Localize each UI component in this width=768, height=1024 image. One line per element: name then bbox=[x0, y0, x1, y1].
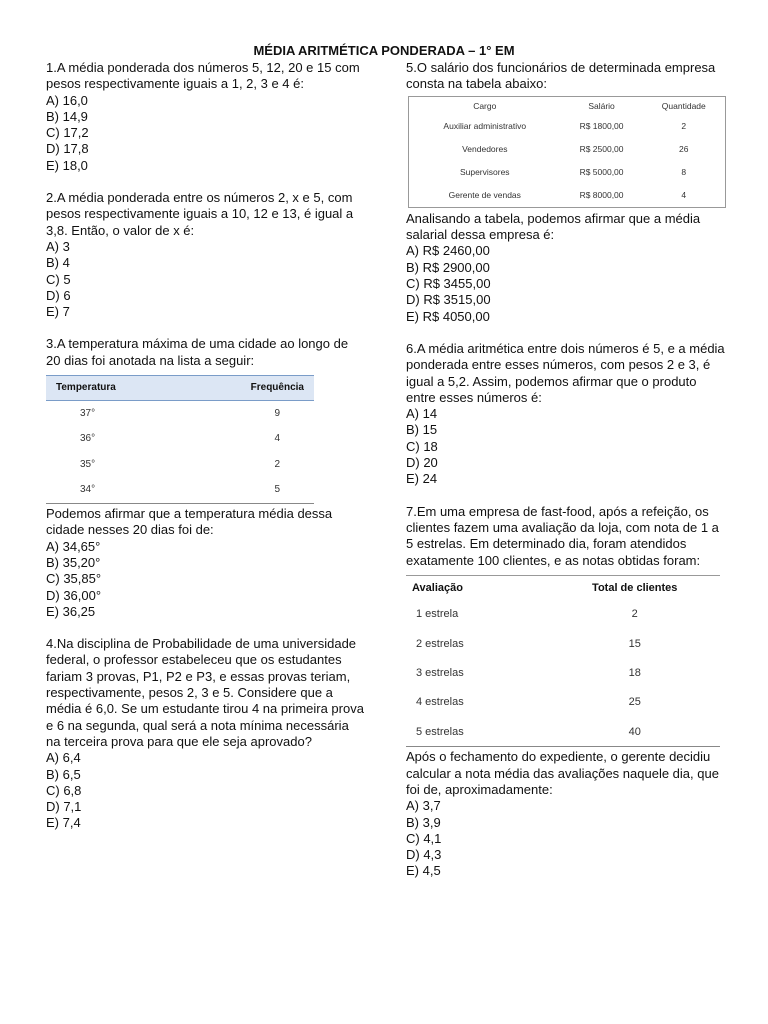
salary-table bbox=[408, 96, 726, 208]
table-cell: 2 bbox=[681, 121, 687, 132]
table-cell: R$ 5000,00 bbox=[579, 167, 624, 178]
option-e: E) 4,5 bbox=[406, 863, 441, 879]
question-followup: Após o fechamento do expediente, o gerente decidiu calcular a nota média das avaliações naquele dia, que foi de, aproximadamente: bbox=[406, 749, 719, 797]
option-e: E) R$ 4050,00 bbox=[406, 308, 490, 324]
table-row bbox=[409, 184, 726, 208]
table-row bbox=[46, 427, 314, 453]
question-2 bbox=[46, 190, 364, 320]
option-b: B) 6,5 bbox=[46, 766, 81, 782]
table-cell: R$ 8000,00 bbox=[579, 190, 624, 201]
option-a: A) R$ 2460,00 bbox=[406, 243, 490, 259]
table-cell: Supervisores bbox=[459, 167, 510, 178]
option-a: A) 16,0 bbox=[46, 92, 88, 108]
question-stem: 7.Em uma empresa de fast-food, após a refeição, os clientes fazem uma avaliação da loja, com nota de 1 a 5 estrelas. Em determinado dia, foram atendidos exatamente 100 clientes, e as notas obtidas foram: bbox=[406, 503, 719, 568]
option-b: B) 14,9 bbox=[46, 108, 88, 124]
question-6 bbox=[406, 341, 728, 488]
table-header: Temperatura bbox=[46, 376, 186, 401]
question-stem: 5.O salário dos funcionários de determinada empresa consta na tabela abaixo: bbox=[406, 60, 716, 92]
option-c: C) 17,2 bbox=[46, 125, 89, 141]
question-stem: 6.A média aritmética entre dois números é 5, e a média ponderada entre esses números, com pesos 2 e 3, é igual a 5,2. Assim, podemos afirmar que o produto entre esses números é: bbox=[406, 340, 725, 405]
option-e: E) 18,0 bbox=[46, 157, 88, 173]
table-cell: 5 estrelas bbox=[406, 717, 500, 747]
question-7 bbox=[406, 504, 728, 880]
option-c: C) 6,8 bbox=[46, 782, 82, 798]
question-1 bbox=[46, 60, 364, 174]
option-d: D) 7,1 bbox=[46, 799, 82, 815]
question-stem: 3.A temperatura máxima de uma cidade ao longo de 20 dias foi anotada na lista a seguir: bbox=[46, 336, 349, 368]
option-e: E) 7,4 bbox=[46, 815, 81, 831]
option-a: A) 3,7 bbox=[406, 798, 441, 814]
table-header: Frequência bbox=[186, 376, 314, 401]
table-cell: R$ 1800,00 bbox=[579, 121, 624, 132]
table-row bbox=[46, 401, 314, 427]
table-cell: 3 estrelas bbox=[416, 666, 464, 679]
table-row bbox=[409, 138, 726, 161]
option-c: C) R$ 3455,00 bbox=[406, 276, 491, 292]
table-cell: 2 bbox=[274, 458, 280, 470]
table-cell: 4 bbox=[274, 433, 280, 445]
option-c: C) 4,1 bbox=[406, 830, 442, 846]
option-b: B) 3,9 bbox=[406, 814, 441, 830]
table-header: Quantidade bbox=[661, 100, 706, 111]
table-header: Salário bbox=[588, 100, 615, 111]
option-e: E) 36,25 bbox=[46, 603, 96, 619]
option-d: D) 6 bbox=[46, 287, 71, 303]
table-cell: 4 bbox=[681, 190, 687, 201]
question-5 bbox=[406, 60, 728, 325]
left-column bbox=[46, 60, 364, 832]
option-d: D) R$ 3515,00 bbox=[406, 292, 491, 308]
table-cell: 9 bbox=[274, 407, 280, 419]
table-cell: 37° bbox=[80, 407, 96, 419]
question-stem: 2.A média ponderada entre os números 2, x e 5, com pesos respectivamente iguais a 10, 12 e 13, é igual a 3,8. Então, o valor de x é: bbox=[46, 190, 354, 238]
table-cell: Auxiliar administrativo bbox=[443, 121, 527, 132]
table-row bbox=[406, 600, 720, 629]
table-cell: 2 estrelas bbox=[416, 637, 464, 650]
page-title: MÉDIA ARITMÉTICA PONDERADA – 1° EM bbox=[253, 43, 515, 58]
question-stem: 1.A média ponderada dos números 5, 12, 20 e 15 com pesos respectivamente iguais a 1, 2, 3 e 4 é: bbox=[46, 60, 360, 92]
table-header: Cargo bbox=[473, 100, 497, 111]
option-b: B) 35,20° bbox=[46, 554, 101, 570]
table-cell: Gerente de vendas bbox=[448, 190, 521, 201]
table-cell: 5 bbox=[186, 478, 314, 504]
table-row bbox=[406, 658, 720, 687]
question-followup: Podemos afirmar que a temperatura média dessa cidade nesses 20 dias foi de: bbox=[46, 506, 333, 538]
option-a: A) 6,4 bbox=[46, 750, 81, 766]
option-d: D) 17,8 bbox=[46, 141, 89, 157]
table-cell: 25 bbox=[628, 696, 641, 709]
table-cell: 8 bbox=[681, 167, 687, 178]
option-b: B) R$ 2900,00 bbox=[406, 259, 490, 275]
table-row bbox=[409, 161, 726, 184]
option-d: D) 20 bbox=[406, 455, 438, 471]
question-stem: 4.Na disciplina de Probabilidade de uma universidade federal, o professor estabeleceu que os estudantes fariam 3 provas, P1, P2 e P3, e essas provas teriam, respectivamente, pesos 2, 3 e 5. Considere que a média é 6,0. Se um estudante tirou 4 na primeira prova e 6 na segunda, qual será a nota mínima necessária na terceira prova para que ele seja aprovado? bbox=[46, 636, 364, 749]
table-cell: 40 bbox=[500, 717, 720, 747]
table-cell: 4 estrelas bbox=[416, 696, 464, 709]
table-header: Avaliação bbox=[406, 575, 500, 600]
table-cell: R$ 2500,00 bbox=[579, 144, 624, 155]
option-c: C) 5 bbox=[46, 271, 71, 287]
table-cell: 1 estrela bbox=[416, 608, 459, 621]
table-cell: 26 bbox=[679, 144, 689, 155]
table-cell: 2 bbox=[631, 608, 638, 621]
option-b: B) 15 bbox=[406, 422, 438, 438]
table-row bbox=[46, 478, 314, 504]
option-c: C) 35,85° bbox=[46, 571, 102, 587]
option-e: E) 24 bbox=[406, 471, 438, 487]
question-3 bbox=[46, 336, 364, 620]
option-a: A) 3 bbox=[46, 238, 70, 254]
table-cell: 35° bbox=[80, 458, 96, 470]
table-cell: 15 bbox=[628, 637, 641, 650]
temperature-table bbox=[46, 375, 314, 504]
option-d: D) 4,3 bbox=[406, 847, 442, 863]
option-d: D) 36,00° bbox=[46, 587, 102, 603]
table-row bbox=[46, 452, 314, 478]
table-cell: Vendedores bbox=[462, 144, 508, 155]
question-followup: Analisando a tabela, podemos afirmar que a média salarial dessa empresa é: bbox=[406, 210, 701, 243]
option-a: A) 14 bbox=[406, 406, 438, 422]
table-cell: 36° bbox=[80, 433, 96, 445]
table-row bbox=[406, 629, 720, 658]
table-row bbox=[406, 688, 720, 717]
table-cell: 18 bbox=[628, 666, 641, 679]
table-row bbox=[406, 717, 720, 747]
option-e: E) 7 bbox=[46, 304, 70, 320]
ratings-table bbox=[406, 575, 720, 747]
table-cell: 34° bbox=[46, 478, 186, 504]
option-b: B) 4 bbox=[46, 255, 70, 271]
table-row bbox=[409, 115, 726, 138]
option-c: C) 18 bbox=[406, 438, 438, 454]
option-a: A) 34,65° bbox=[46, 538, 101, 554]
table-header: Total de clientes bbox=[500, 575, 720, 600]
right-column bbox=[406, 60, 728, 880]
question-4 bbox=[46, 636, 364, 832]
